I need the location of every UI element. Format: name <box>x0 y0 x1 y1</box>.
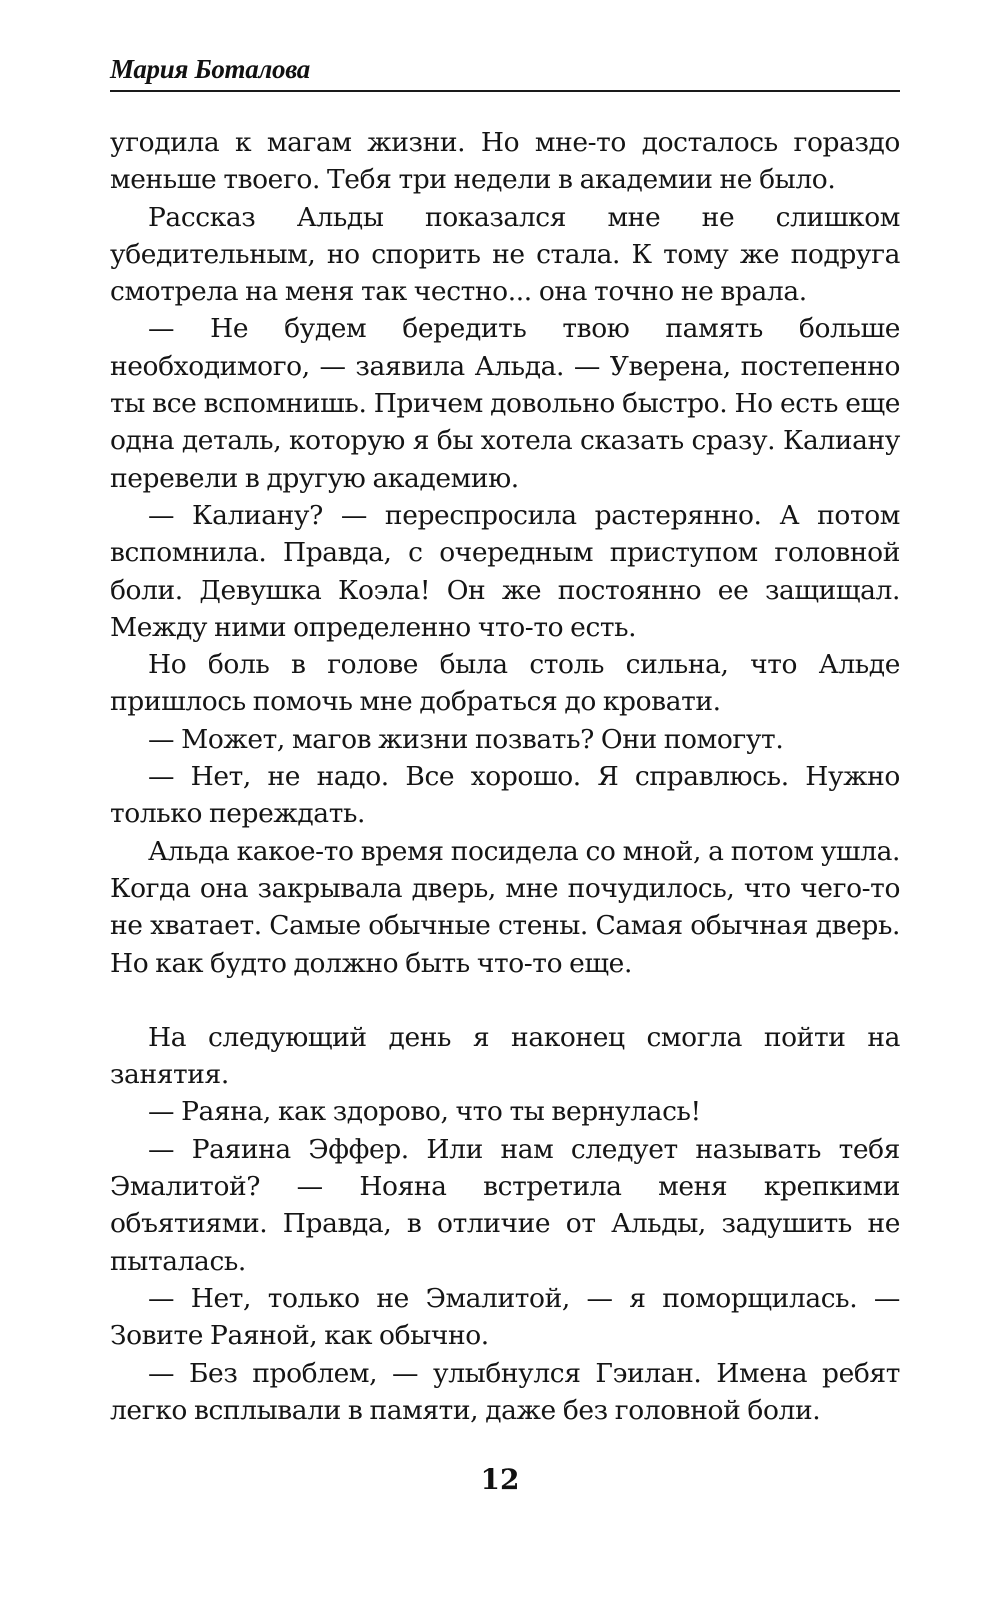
dialogue-line: — Нет, только не Эмалитой, — я поморщилась. — Зовите Раяной, как обычно. <box>110 1282 900 1352</box>
dialogue-line: — Нет, не надо. Все хорошо. Я справлюсь. Нужно только переждать. <box>110 761 900 830</box>
page-number: 12 <box>480 1463 520 1496</box>
paragraph: Но боль в голове была столь сильна, что Альде пришлось помочь мне добраться до кровати. <box>110 649 900 718</box>
dialogue-line: — Калиану? — переспросила растерянно. А потом вспомнила. Правда, с очередным приступом головной боли. Девушка Коэла! Он же постоянно ее защищал. Между ними определенно что-то есть. <box>110 499 900 643</box>
running-header <box>110 52 900 92</box>
dialogue-line: — Без проблем, — улыбнулся Гэилан. Имена ребят легко всплывали в памяти, даже без головной боли. <box>110 1357 900 1426</box>
author-name: Мария Боталова <box>110 54 310 84</box>
dialogue-line: — Раяина Эффер. Или нам следует называть тебя Эмалитой? — Нояна встретила меня крепкими объятиями. Правда, в отличие от Альды, задушить не пыталась. <box>110 1133 900 1277</box>
paragraph: Рассказ Альды показался мне не слишком убедительным, но спорить не стала. К тому же подруга смотрела на меня так честно... она точно не врала. <box>110 201 900 308</box>
dialogue-line: — Не будем бередить твою память больше необходимого, — заявила Альда. — Уверена, постепенно ты все вспомнишь. Причем довольно быстро. Но есть еще одна деталь, которую я бы хотела сказать сразу. Калиану перевели в другую академию. <box>110 313 900 494</box>
dialogue-line: — Может, магов жизни позвать? Они помогут. <box>148 723 784 755</box>
paragraph: Альда какое-то время посидела со мной, а потом ушла. Когда она закрывала дверь, мне почудилось, что чего-то не хватает. Самые обычные стены. Самая обычная дверь. Но как будто должно быть что-то еще. <box>110 835 900 979</box>
page-body <box>110 124 900 1429</box>
section-start-paragraph: На следующий день я наконец смогла пойти на занятия. <box>110 1021 900 1091</box>
paragraph-continuation: угодила к магам жизни. Но мне-то досталось гораздо меньше твоего. Тебя три недели в академии не было. <box>110 127 900 196</box>
dialogue-line: — Раяна, как здорово, что ты вернулась! <box>148 1096 701 1128</box>
